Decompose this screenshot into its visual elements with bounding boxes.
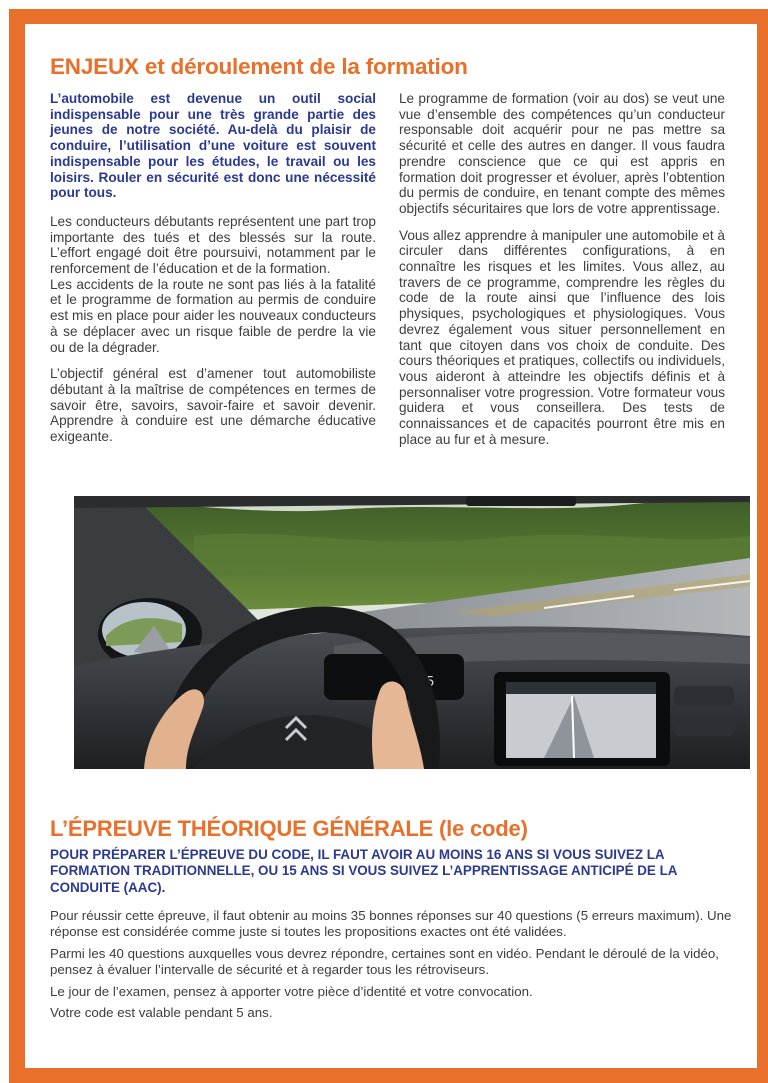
- driving-photo: [74, 496, 750, 769]
- intro-paragraph: L’automobile est devenue un outil social indispensable pour une très grande partie des jeunes de notre société. Au-delà du plaisir de conduire, l’utilisation d’une voiture est souvent indispensable pour les études, le travail ou les loisirs. Rouler en sécurité est donc une nécessité pour tous.: [50, 91, 376, 201]
- paragraph: Parmi les 40 questions auxquelles vous devrez répondre, certaines sont en vidéo. Pendant le déroulé de la vidéo, pensez à évaluer l’intervalle de sécurité et à regarder tous les rétroviseurs.: [50, 945, 719, 978]
- paragraph: Vous allez apprendre à manipuler une automobile et à circuler dans différentes configurations, à en connaître les risques et les limites. Vous allez, au travers de ce programme, comprendre les règles du code de la route ainsi que l’influence des lois physiques, psychologiques et physiologiques. Vous devrez également vous situer personnellement en tant que citoyen dans vos choix de conduite. Des cours théoriques et pratiques, collectifs ou individuels, vous aideront à atteindre les objectifs définis et à personnaliser votre progression. Votre formateur vous guidera et vous conseillera. Des tests de connaissances et de capacités pourront être mis en place au fur et à mesure.: [399, 227, 725, 447]
- paragraph: Le jour de l’examen, pensez à apporter votre pièce d’identité et votre convocation.: [50, 983, 533, 999]
- section-title-epreuve-theorique: L’ÉPREUVE THÉORIQUE GÉNÉRALE (le code): [50, 816, 528, 841]
- section-subtitle: POUR PRÉPARER L’ÉPREUVE DU CODE, IL FAUT AVOIR AU MOINS 16 ANS SI VOUS SUIVEZ LA FORMATION TRADITIONNELLE, OU 15 ANS SI VOUS SUIVEZ L’APPRENTISSAGE ANTICIPÉ DE LA CONDUITE (AAC).: [50, 847, 677, 895]
- paragraph: Le programme de formation (voir au dos) se veut une vue d’ensemble des compétences qu’un conducteur responsable doit acquérir pour ne pas mettre sa sécurité et celle des autres en danger. Il vous faudra prendre conscience que ce qui est appris en formation doit progresser et évoluer, après l’obtention du permis de conduire, en tenant compte des mêmes objectifs sécuritaires que lors de votre apprentissage.: [399, 91, 725, 216]
- paragraph: Pour réussir cette épreuve, il faut obtenir au moins 35 bonnes réponses sur 40 questions (5 erreurs maximum). Une réponse est considérée comme juste si toutes les propositions exactes ont été validées.: [50, 908, 732, 940]
- speed-readout: 15: [418, 675, 435, 690]
- right-column: [399, 91, 725, 447]
- section2-body: [50, 908, 750, 1021]
- left-column: [50, 91, 376, 445]
- car-interior-illustration: [74, 496, 750, 769]
- paragraph: L’objectif général est d’amener tout automobiliste débutant à la maîtrise de compétences en termes de savoir être, savoirs, savoir-faire et savoir devenir. Apprendre à conduire est une démarche éducative exigeante.: [50, 366, 376, 445]
- paragraph: Les accidents de la route ne sont pas liés à la fatalité et le programme de formation au permis de conduire est mis en place pour aider les nouveaux conducteurs à se déplacer avec un risque faible de perdre la vie ou de la dégrader.: [50, 276, 376, 355]
- page-frame: [9, 9, 768, 1083]
- section-title-enjeux: ENJEUX et déroulement de la formation: [50, 54, 468, 79]
- paragraph: Votre code est valable pendant 5 ans.: [50, 1005, 273, 1021]
- paragraph: Les conducteurs débutants représentent une part trop importante des tués et des blessés sur la route. L’effort engagé doit être poursuivi, notamment par le renforcement de l’éducation et de la formation.: [50, 213, 376, 277]
